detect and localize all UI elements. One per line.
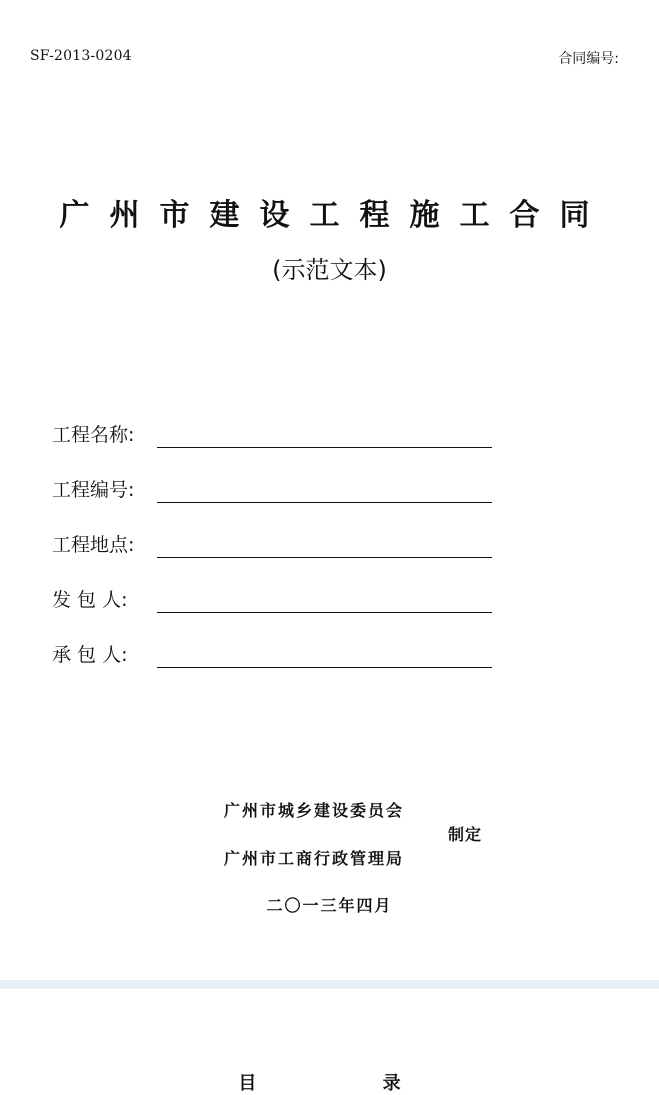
- page-separator: [0, 980, 659, 989]
- field-contractor: [52, 638, 492, 668]
- document-code: SF-2013-0204: [30, 48, 132, 64]
- field-label: 发 包 人:: [52, 589, 128, 611]
- contract-number-label: 合同编号:: [558, 51, 619, 67]
- issuer-construction-committee: 广州市城乡建设委员会: [224, 801, 405, 820]
- issue-date: 二〇一三年四月: [266, 896, 393, 915]
- document-page-2: [0, 989, 659, 1094]
- field-employer: [52, 583, 492, 613]
- field-project-name: [52, 418, 492, 448]
- field-blank-line: [157, 612, 492, 613]
- document-title: 广州市建设工程施工合同: [59, 198, 610, 233]
- field-blank-line: [157, 557, 492, 558]
- field-label: 工程编号:: [52, 479, 135, 501]
- field-blank-line: [157, 667, 492, 668]
- field-label: 工程地点:: [52, 534, 135, 556]
- next-page-heading: 目 录: [238, 1073, 461, 1094]
- field-label: 工程名称:: [52, 424, 135, 446]
- document-subtitle: (示范文本): [272, 256, 387, 284]
- field-blank-line: [157, 447, 492, 448]
- field-project-location: [52, 528, 492, 558]
- issuer-made-label: 制定: [448, 825, 483, 844]
- field-project-number: [52, 473, 492, 503]
- issuer-commerce-bureau: 广州市工商行政管理局: [224, 849, 405, 868]
- field-label: 承 包 人:: [52, 644, 128, 666]
- field-blank-line: [157, 502, 492, 503]
